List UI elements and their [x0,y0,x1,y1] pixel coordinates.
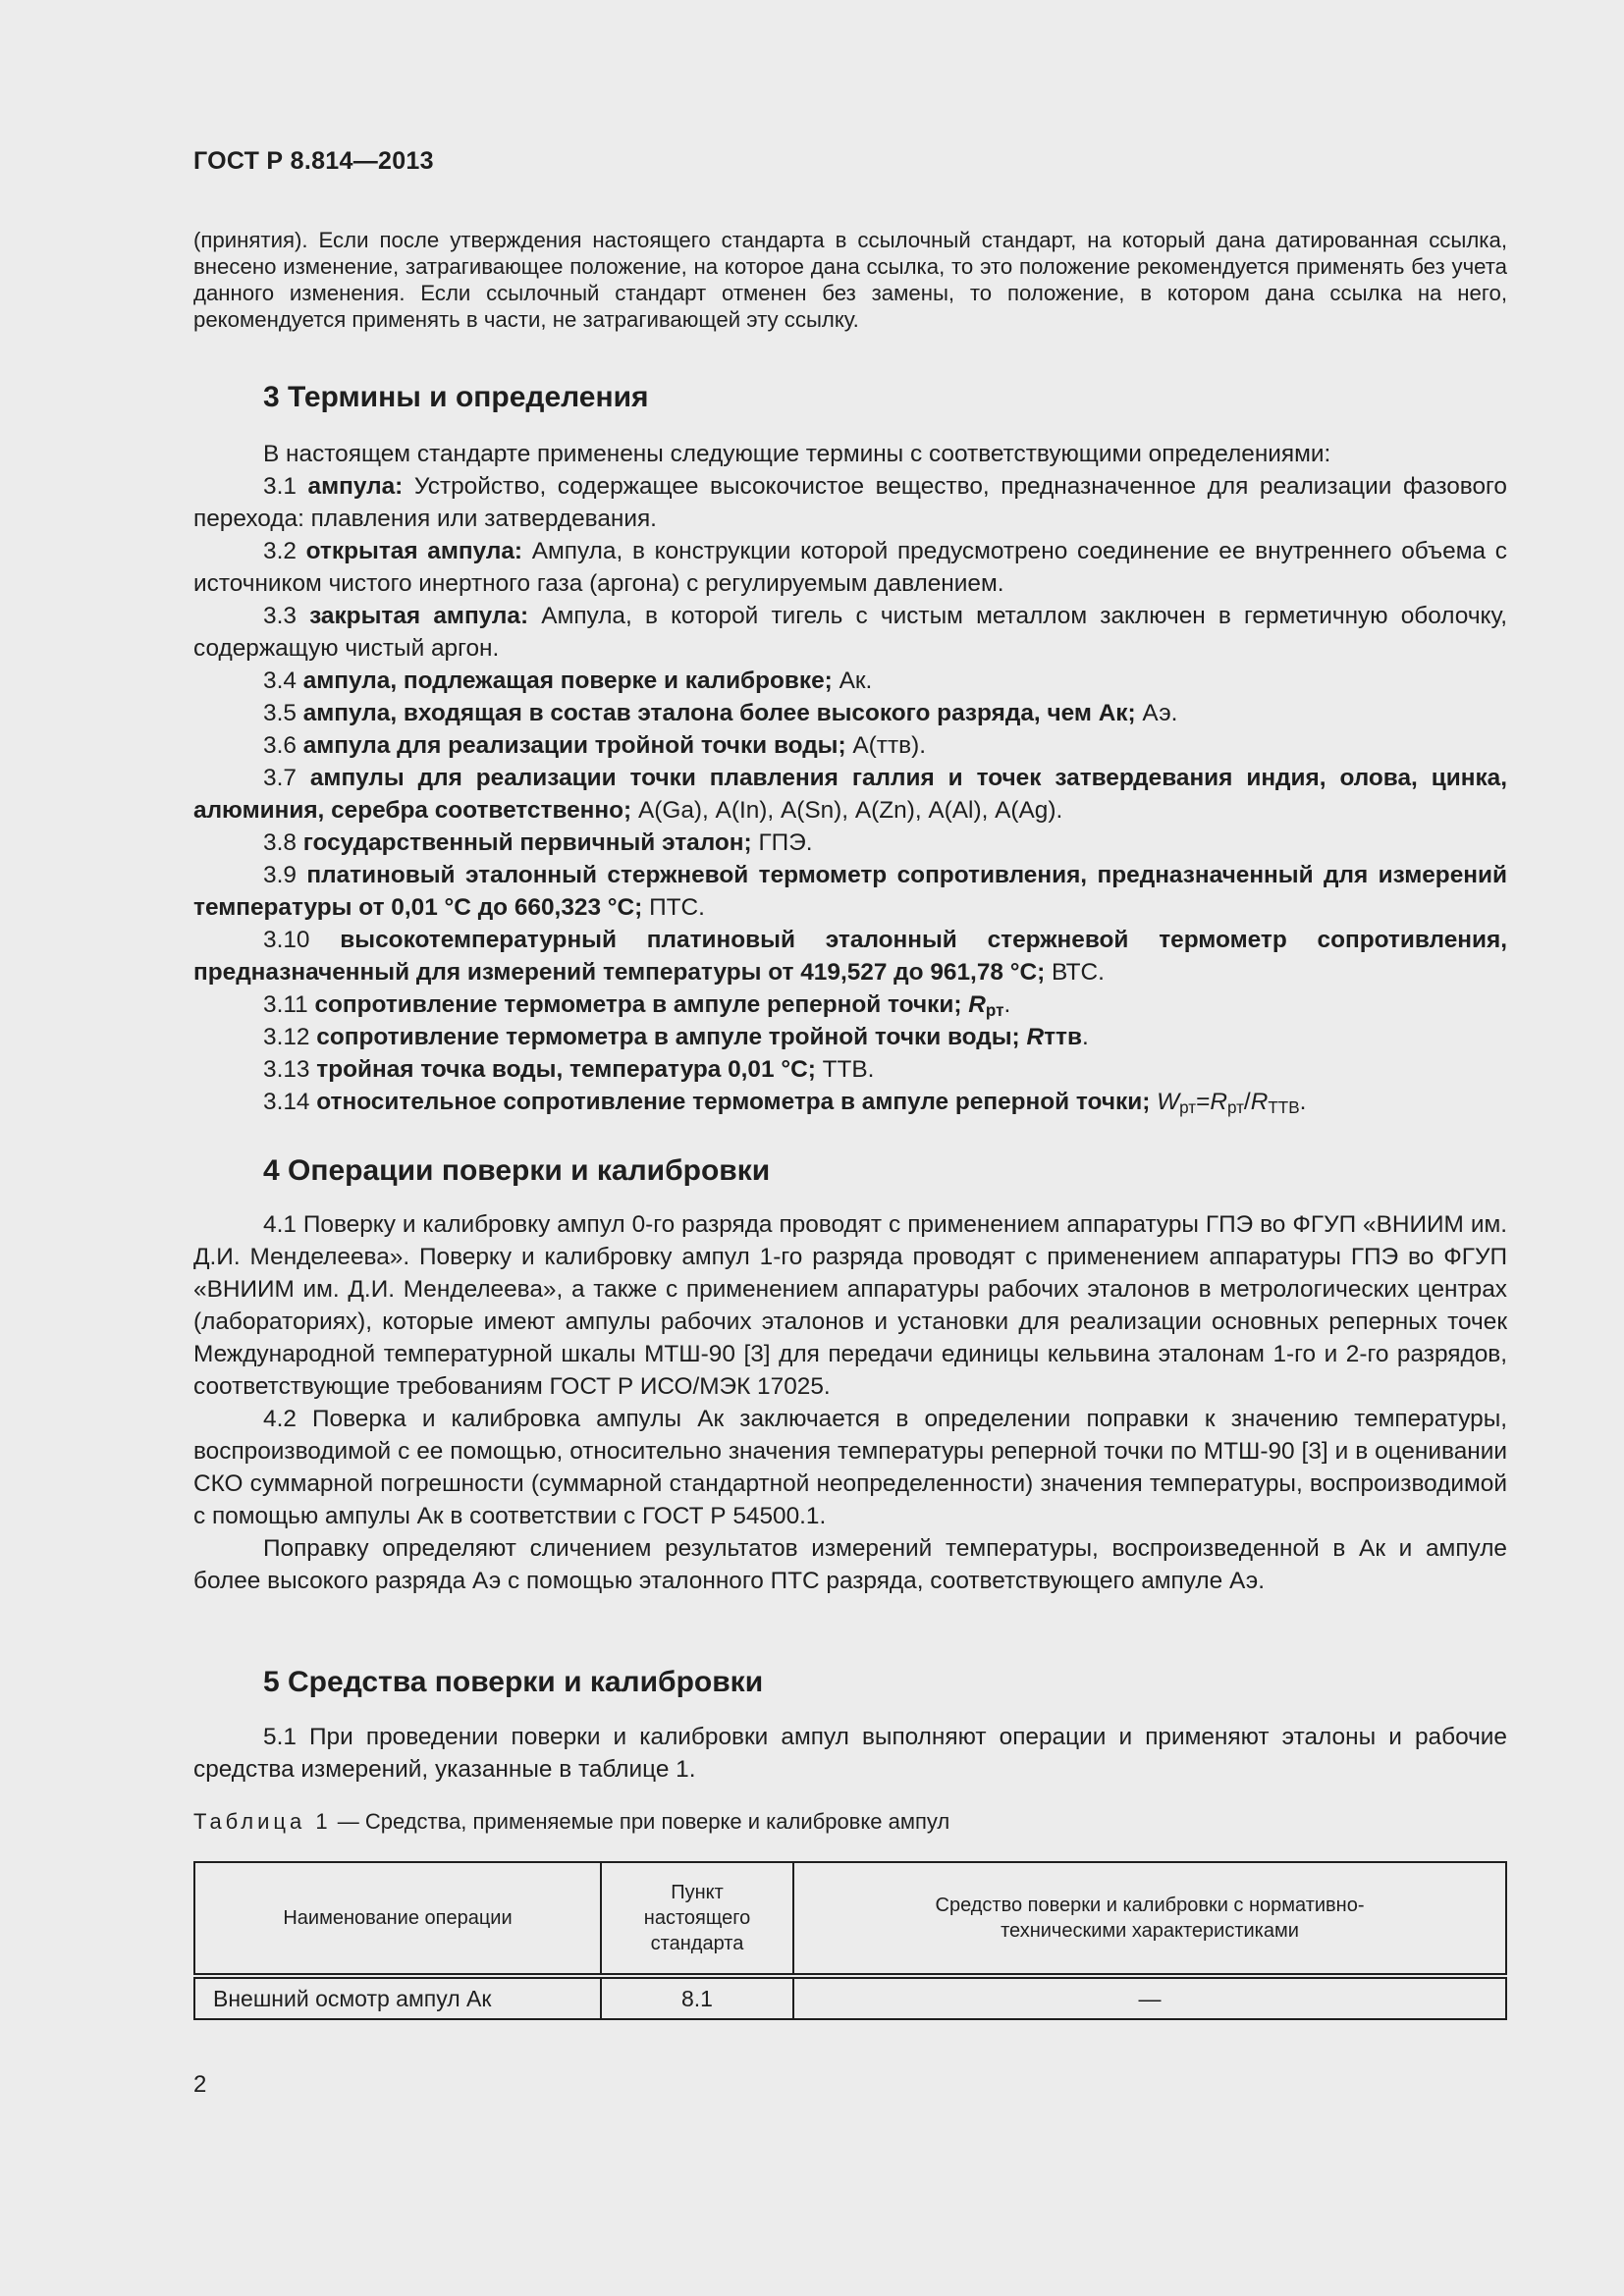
table-row [194,1976,1506,2019]
term-3-11: 3.11 сопротивление термометра в ампуле реперной точки; $R_{рт}$. [263,991,1011,1020]
page-number: 2 [193,2071,207,2098]
section-4-heading: 4 Операции поверки и калибровки [263,1154,771,1187]
table-header-row [194,1862,1506,1976]
section-5-heading: 5 Средства поверки и калибровки [263,1666,764,1698]
term-3-9: 3.9 платиновый эталонный стержневой термометр сопротивления, предназначенный для измерений температуры от 0,01 °С до 660,323 °С; ПТС. [193,862,1507,921]
paragraph-4-1: 4.1 Поверку и калибровку ампул 0-го разряда проводят с применением аппаратуры ГПЭ во ФГУП «ВНИИМ им. Д.И. Менделеева». Поверку и калибровку ампул 1-го разряда проводят с применением аппаратуры ГПЭ во ФГУП «ВНИИМ им. Д.И. Менделеева», а также с применением аппаратуры рабочих эталонов в метрологических центрах (лабораториях), которые имеют ампулы рабочих эталонов и установки для реализации основных реперных точек Международной температурной шкалы МТШ-90 [3] для передачи единицы кельвина эталонам 1-го и 2-го разрядов, соответствующие требованиям ГОСТ Р ИСО/МЭК 17025. [193,1211,1507,1400]
column-header-clause: Пункт настоящего стандарта [601,1862,793,1976]
preamble-paragraph: (принятия). Если после утверждения настоящего стандарта в ссылочный стандарт, на который дана датированная ссылка, внесено изменение, затрагивающее положение, на которое дана ссылка, то это положение рекомендуется применять без учета данного изменения. Если ссылочный стандарт отменен без замены, то положение, в котором дана ссылка на него, рекомендуется применять в части, не затрагивающей эту ссылку. [193,228,1507,332]
term-3-12: 3.12 сопротивление термометра в ампуле тройной точки воды; Rттв. [263,1024,1089,1050]
table-caption [193,1809,949,1835]
paragraph-4-3: Поправку определяют сличением результатов измерений температуры, воспроизведенной в Ак и ампуле более высокого разряда Аэ с помощью эталонного ПТС разряда, соответствующего ампуле Аэ. [193,1535,1507,1594]
term-3-3: 3.3 закрытая ампула: Ампула, в которой тигель с чистым металлом заключен в герметичную оболочку, содержащую чистый аргон. [193,603,1507,662]
section-3-heading: 3 Термины и определения [263,381,649,413]
column-header-operation: Наименование операции [194,1862,601,1976]
term-3-10: 3.10 высокотемпературный платиновый эталонный стержневой термометр сопротивления, предназначенный для измерений температуры от 419,527 до 961,78 °С; ВТС. [193,927,1508,986]
terms-list [193,438,1507,1118]
table-caption-text: — Средства, применяемые при поверке и калибровке ампул [331,1809,950,1834]
paragraph-4-2: 4.2 Поверка и калибровка ампулы Ак заключается в определении поправки к значению температуры, воспроизводимой с ее помощью, относительно значения температуры реперной точки по МТШ-90 [3] и в оценивании СКО суммарной погрешности (суммарной стандартной неопределенности) значения температуры, воспроизводимой с помощью ампулы Ак в соответствии с ГОСТ Р 54500.1. [193,1406,1507,1529]
table-cell-operation: Внешний осмотр ампул Ак [194,1976,601,2019]
term-3-8: 3.8 государственный первичный эталон; ГПЭ. [263,829,813,856]
term-3-1: 3.1 ампула: Устройство, содержащее высокочистое вещество, предназначенное для реализации фазового перехода: плавления или затвердевания. [193,473,1507,532]
table-caption-label: Таблица 1 [193,1809,332,1834]
term-3-2: 3.2 открытая ампула: Ампула, в конструкции которой предусмотрено соединение ее внутреннего объема с источником чистого инертного газа (аргона) с регулируемым давлением. [193,538,1507,597]
term-3-5: 3.5 ампула, входящая в состав эталона более высокого разряда, чем Ак; Аэ. [263,700,1178,726]
term-3-4: 3.4 ампула, подлежащая поверке и калибровке; Ак. [263,667,873,694]
term-3-14: 3.14 относительное сопротивление термометра в ампуле реперной точки; $W_{рт}=R_{рт}/R_{ТТВ}$. [263,1089,1307,1117]
term-3-7: 3.7 ампулы для реализации точки плавления галлия и точек затвердевания индия, олова, цинка, алюминия, серебра соответственно; А(Ga), А(In), А(Sn), А(Zn), А(Al), А(Ag). [193,765,1507,824]
term-3-6: 3.6 ампула для реализации тройной точки воды; А(ттв). [263,732,926,759]
section-4-body [193,1208,1507,1597]
column-header-means: Средство поверки и калибровки с нормативно-техническими характеристиками [793,1862,1506,1976]
term-3-13: 3.13 тройная точка воды, температура 0,01 °С; ТТВ. [263,1056,875,1083]
terms-intro: В настоящем стандарте применены следующие термины с соответствующими определениями: [263,441,1331,467]
paragraph-5-1: 5.1 При проведении поверки и калибровки ампул выполняют операции и применяют эталоны и рабочие средства измерений, указанные в таблице 1. [193,1724,1507,1783]
section-5-body [193,1721,1507,1786]
table-cell-clause: 8.1 [601,1976,793,2019]
document-header: ГОСТ Р 8.814—2013 [193,147,434,175]
table-cell-means: — [793,1976,1506,2019]
table-1 [193,1861,1507,2020]
